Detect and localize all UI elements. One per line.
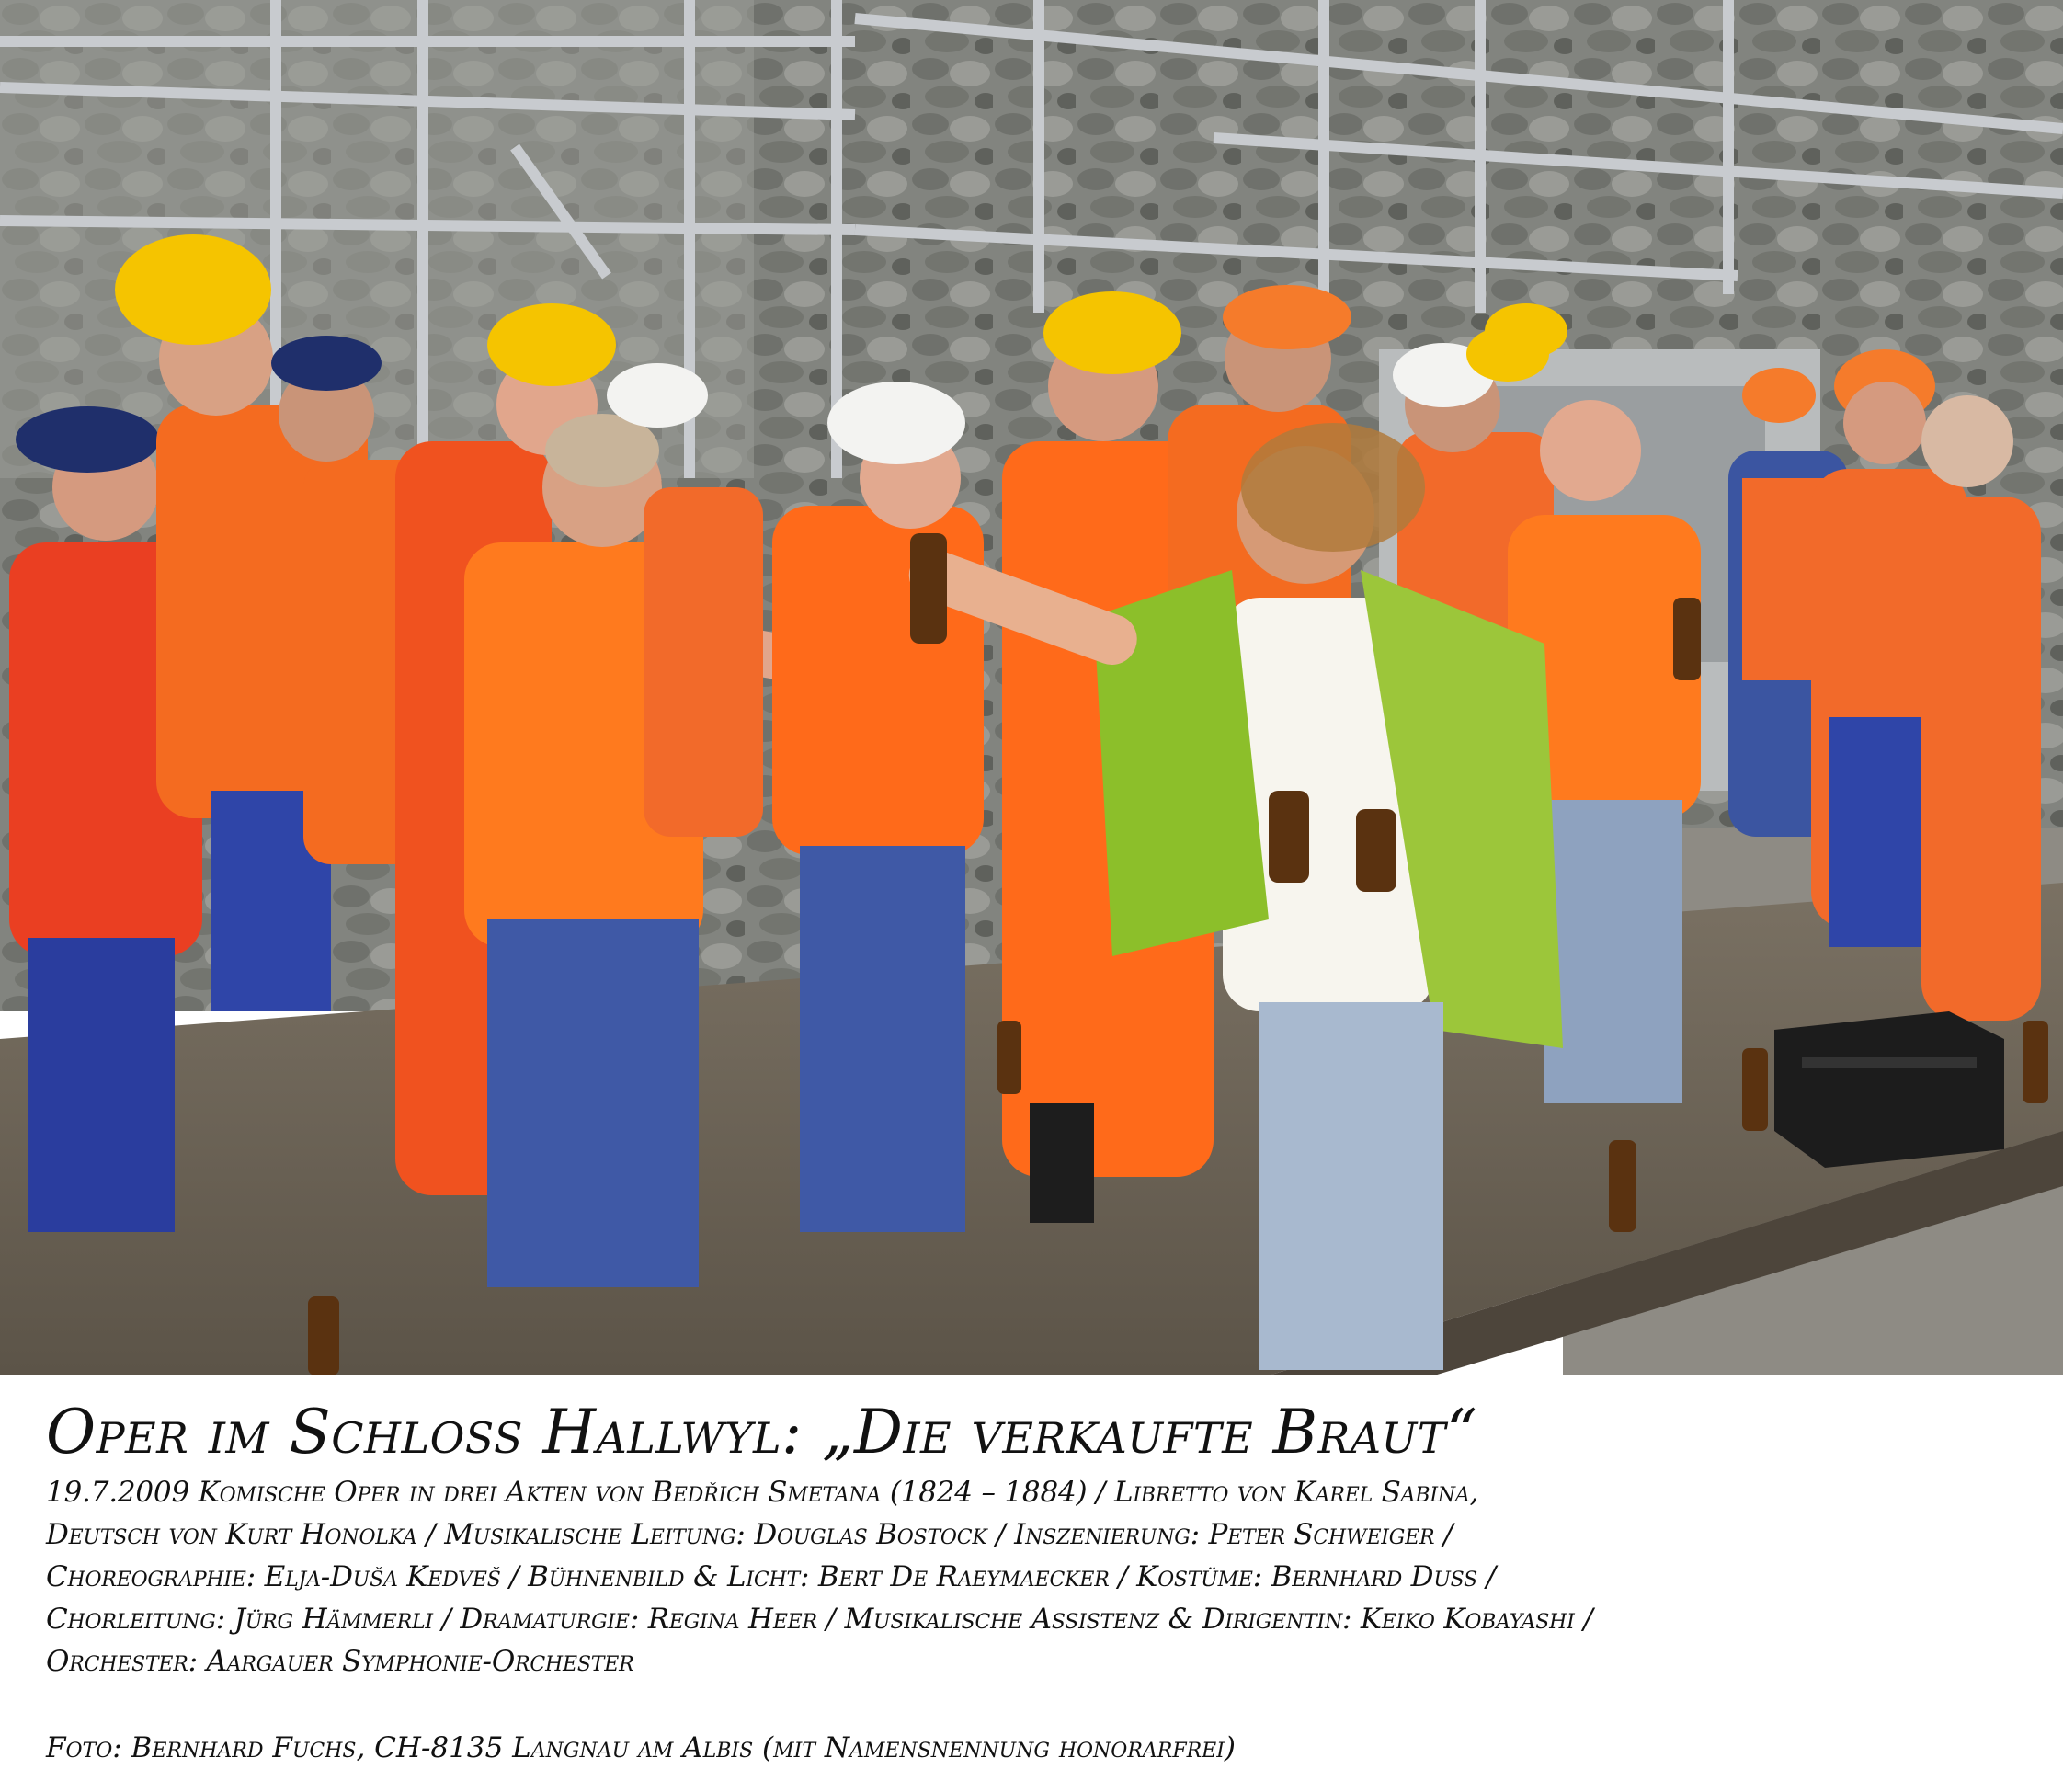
caption [46,1394,2032,1769]
caption-line-3: Choreographie: Elja-Duša Kedveš / Bühnenbild & Licht: Bert De Raeymaecker / Kostüme: Bernhard Duss / [46,1560,1496,1593]
beer-crate [1774,1011,2004,1168]
caption-line-2: Deutsch von Kurt Honolka / Musikalische Leitung: Douglas Bostock / Inszenierung: Peter Schweiger / [46,1518,1453,1551]
caption-title: Oper im Schloss Hallwyl: „Die verkaufte Braut“ [46,1397,1478,1467]
caption-line-4: Chorleitung: Jürg Hämmerli / Dramaturgie: Regina Heer / Musikalische Assistenz & Dirigentin: Keiko Kobayashi / [46,1603,1593,1636]
photo-credit: Foto: Bernhard Fuchs, CH-8135 Langnau am Albis (mit Namensnennung honorarfrei) [46,1731,1237,1764]
caption-line-1: 19.7.2009 Komische Oper in drei Akten von Bedřich Smetana (1824 – 1884) / Libretto von Karel Sabina, [46,1476,1479,1509]
caption-line-5: Orchester: Aargauer Symphonie-Orchester [46,1645,634,1678]
